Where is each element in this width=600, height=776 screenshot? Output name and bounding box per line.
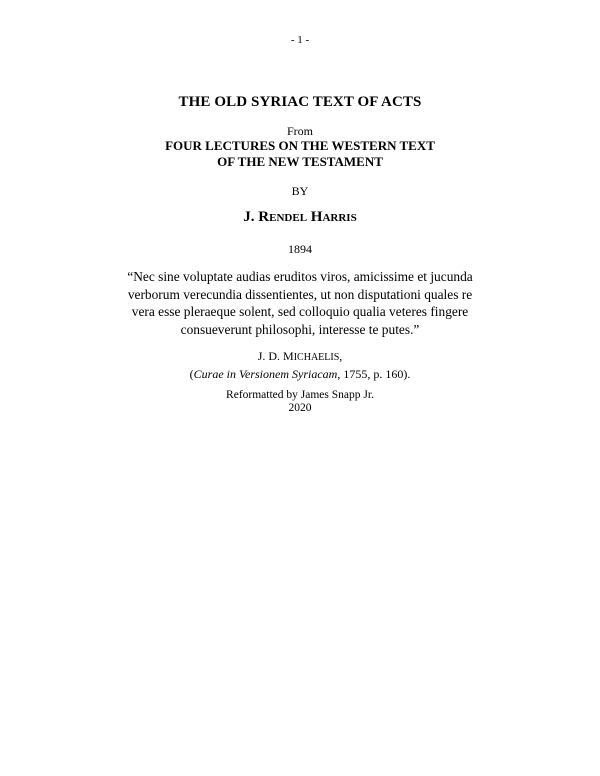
author-name — [0, 209, 600, 226]
source-title-line-1: FOUR LECTURES ON THE WESTERN TEXT — [165, 138, 435, 153]
author-first-rest: ENDEL — [269, 212, 308, 224]
source-title — [0, 138, 600, 170]
attribution-author — [0, 348, 600, 366]
attribution-work-title: Curae in Versionem Syriacam — [193, 367, 338, 381]
attribution-source — [0, 366, 600, 382]
publication-year: 1894 — [288, 242, 312, 256]
epigraph-attribution — [0, 348, 600, 382]
by-label: BY — [291, 184, 309, 198]
reformat-credit — [0, 389, 600, 415]
attribution-details: , 1755, p. 160). — [337, 367, 411, 381]
reformat-year: 2020 — [288, 402, 312, 414]
attribution-name-rest: ICHAELIS — [293, 352, 340, 363]
page-title: THE OLD SYRIAC TEXT OF ACTS — [178, 94, 422, 110]
from-label: From — [286, 124, 313, 138]
attribution-open-paren: ( — [189, 367, 194, 381]
author-last-rest: ARRIS — [322, 212, 357, 224]
attribution-name-suffix: , — [339, 349, 343, 363]
page-number: - 1 - — [290, 34, 310, 46]
author-initial: J. R — [243, 209, 270, 225]
epigraph-quote: “Nec sine voluptate audias eruditos viros, amicissime et jucunda verborum verecundia dissentientes, ut non disputationi quales re vera esse pleraeque solent, sed colloquio qualia veteres fingere consueverunt philosophi, interesse te putes.” — [127, 269, 473, 337]
attribution-name-prefix: J. D. M — [257, 349, 294, 363]
source-title-line-2: OF THE NEW TESTAMENT — [217, 154, 383, 169]
reformat-note: Reformatted by James Snapp Jr. — [226, 389, 374, 401]
author-last-initial: H — [310, 209, 323, 225]
